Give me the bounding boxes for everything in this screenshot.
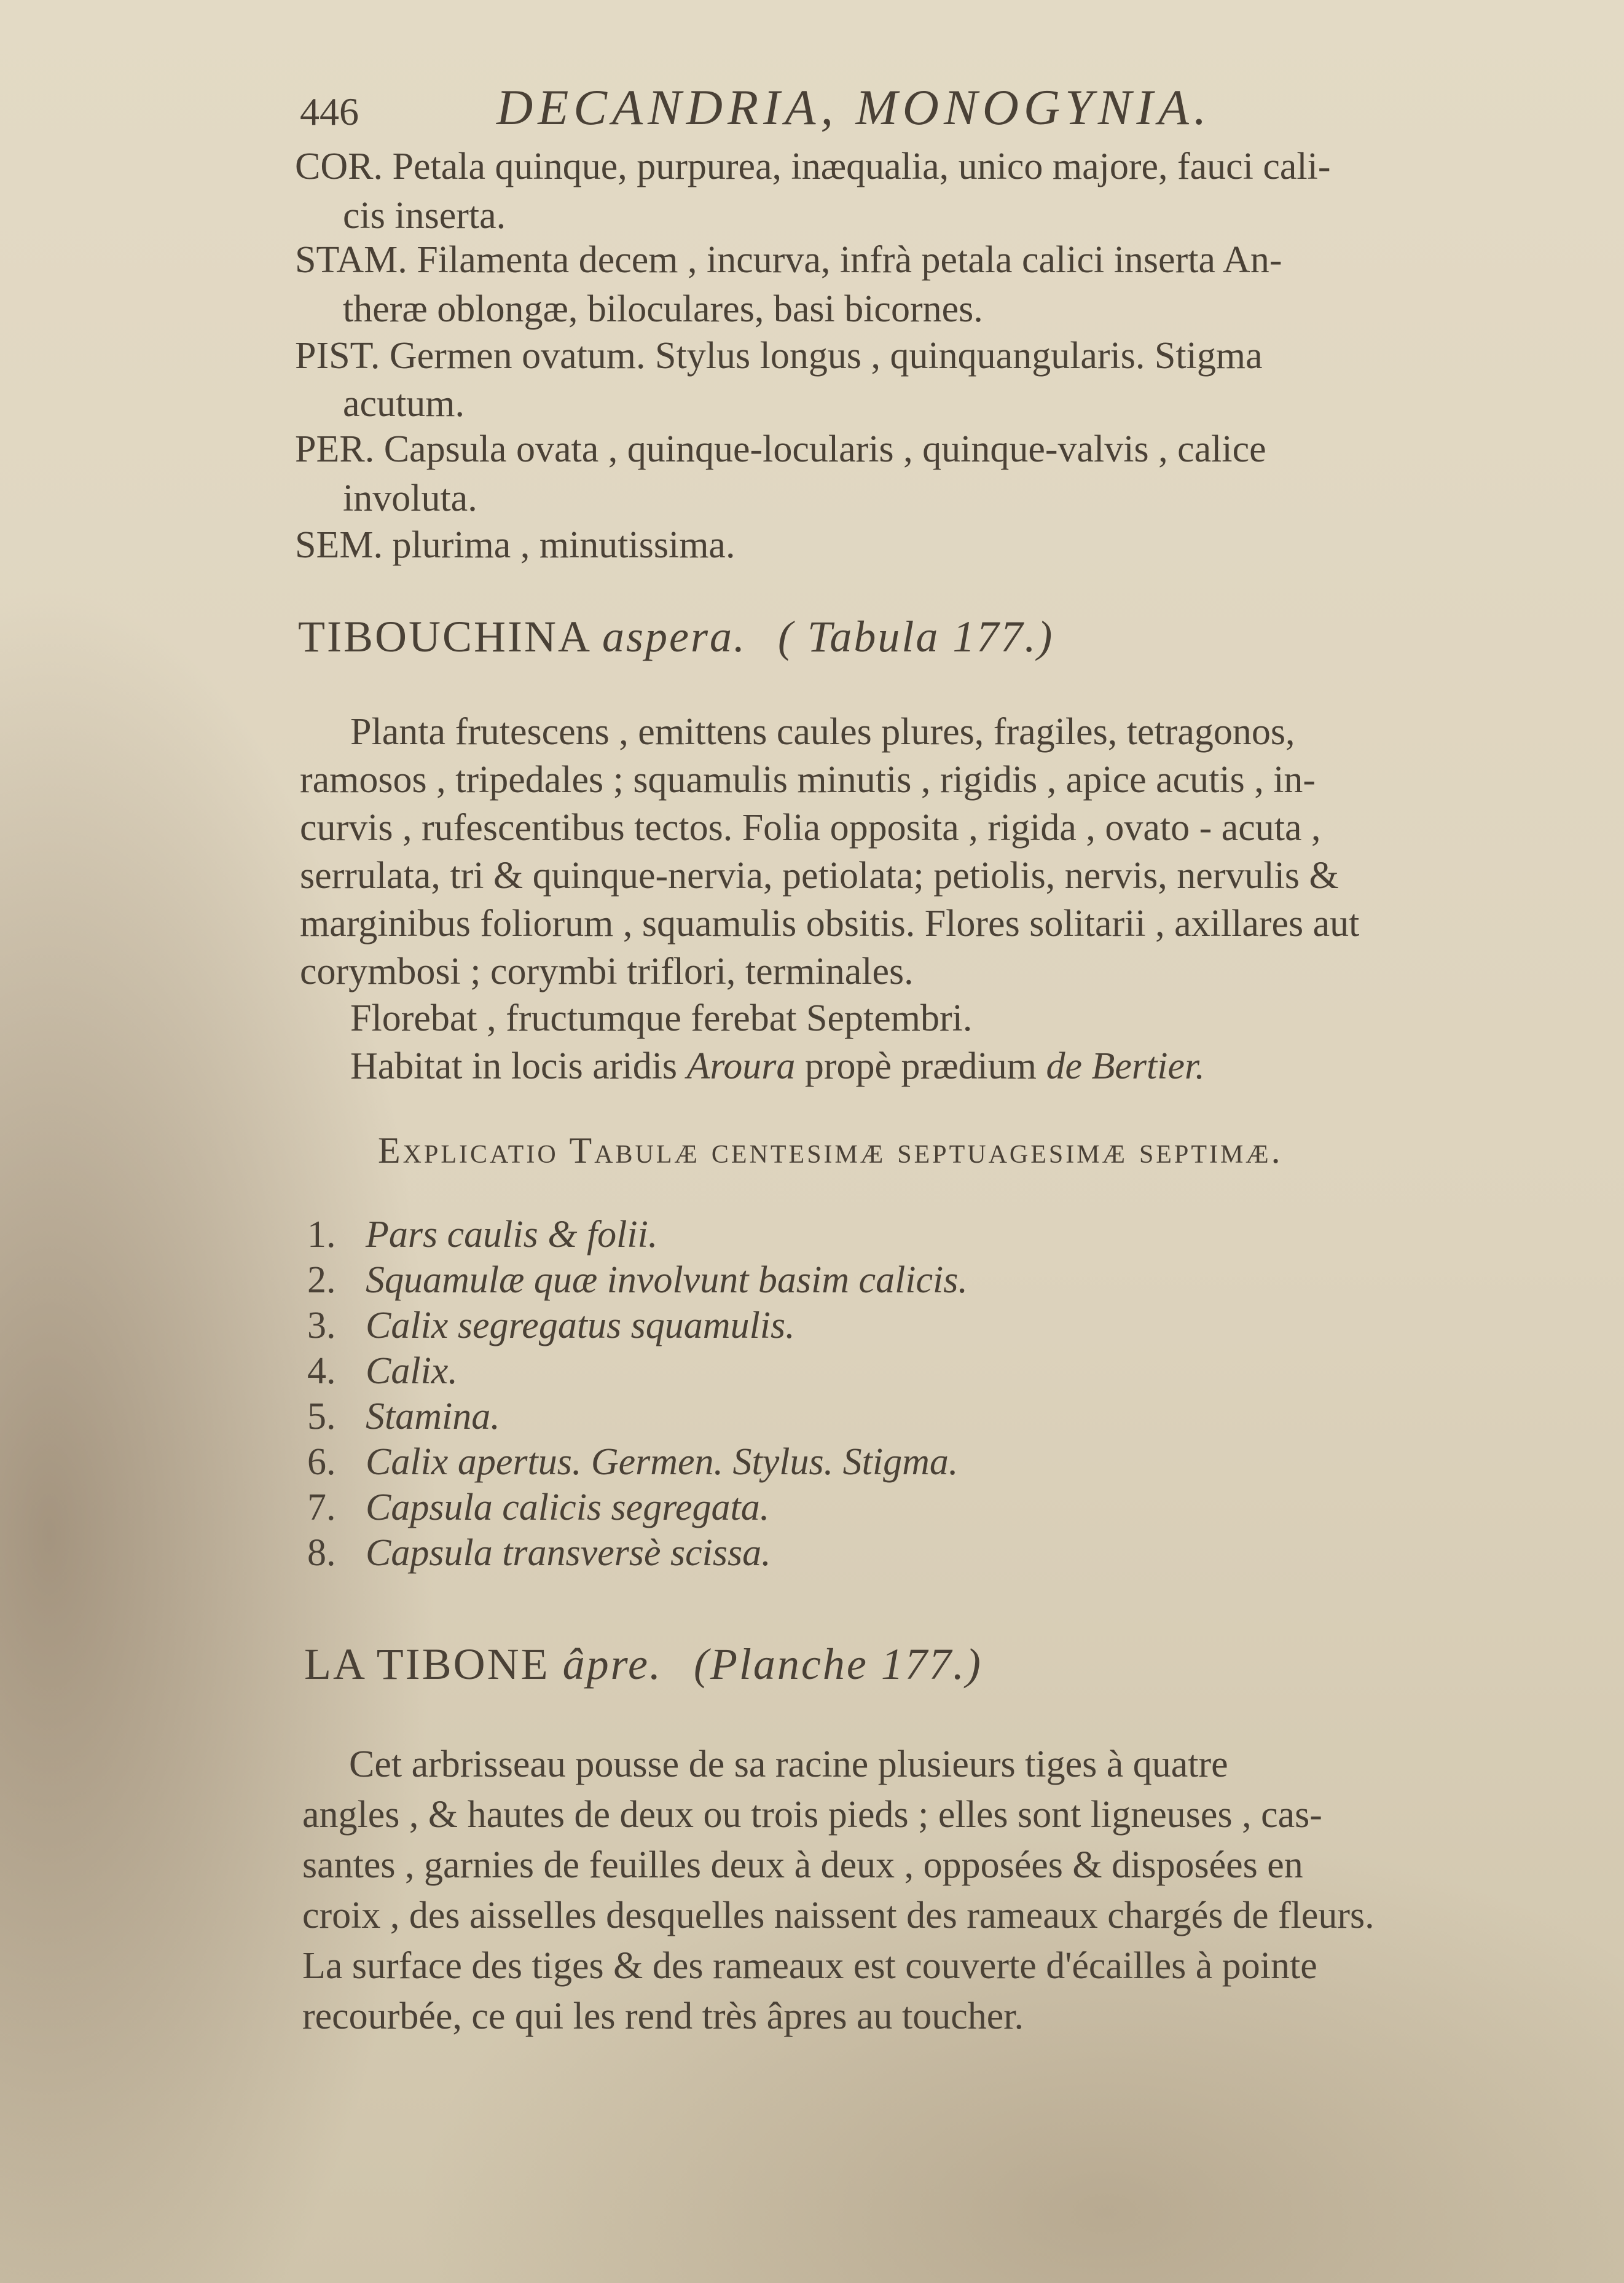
character-pist-line-2: acutum. — [343, 383, 465, 425]
explicatio-item-text: Capsula transversè scissa. — [366, 1532, 771, 1574]
explicatio-item — [307, 1534, 771, 1572]
french-description-line-2: angles , & hautes de deux ou trois pieds ; elles sont ligneuses , cas- — [302, 1794, 1322, 1836]
french-plate-reference: (Planche 177.) — [693, 1640, 983, 1689]
explicatio-title: Explicatio Tabulæ centesimæ septuagesimæ septimæ. — [378, 1130, 1283, 1171]
latin-description-line-1: Planta frutescens , emittens caules plures, fragiles, tetragonos, — [350, 711, 1295, 753]
explicatio-item-number: 8. — [307, 1532, 336, 1574]
french-description-line-6: recourbée, ce qui les rend très âpres au toucher. — [302, 1995, 1024, 2037]
french-species-heading — [304, 1640, 983, 1689]
explicatio-item — [307, 1443, 958, 1481]
explicatio-item-number: 6. — [307, 1441, 336, 1483]
explicatio-item-text: Stamina. — [366, 1396, 500, 1437]
latin-habitat — [350, 1047, 1205, 1085]
explicatio-item-text: Calix segregatus squamulis. — [366, 1305, 795, 1346]
character-per-line-2: involuta. — [343, 477, 477, 519]
explicatio-item — [307, 1352, 458, 1390]
latin-flowering: Florebat , fructumque ferebat Septembri. — [350, 997, 973, 1039]
latin-genus-name: TIBOUCHINA — [298, 612, 589, 661]
page-number: 446 — [300, 90, 359, 133]
french-epithet: âpre. — [562, 1640, 662, 1689]
explicatio-item-number: 2. — [307, 1259, 336, 1301]
explicatio-item-number: 7. — [307, 1487, 336, 1528]
character-cor-line-1: COR. Petala quinque, purpurea, inæqualia, unico majore, fauci cali- — [295, 146, 1331, 187]
explicatio-item-number: 1. — [307, 1214, 336, 1255]
explicatio-item — [307, 1488, 769, 1527]
latin-description-line-3: curvis , rufescentibus tectos. Folia opposita , rigida , ovato - acuta , — [300, 807, 1321, 849]
french-description-line-1: Cet arbrisseau pousse de sa racine plusieurs tiges à quatre — [349, 1743, 1228, 1785]
latin-description-line-4: serrulata, tri & quinque-nervia, petiolata; petiolis, nervis, nervulis & — [300, 855, 1339, 897]
character-per-line-1: PER. Capsula ovata , quinque-locularis , quinque-valvis , calice — [295, 428, 1266, 470]
explicatio-item — [307, 1397, 500, 1436]
latin-description-line-2: ramosos , tripedales ; squamulis minutis , rigidis , apice acutis , in- — [300, 759, 1316, 801]
explicatio-item — [307, 1261, 968, 1299]
explicatio-item-number: 5. — [307, 1396, 336, 1437]
explicatio-item-text: Pars caulis & folii. — [366, 1214, 658, 1255]
explicatio-item-text: Calix apertus. Germen. Stylus. Stigma. — [366, 1441, 959, 1483]
character-pist-line-1: PIST. Germen ovatum. Stylus longus , quinquangularis. Stigma — [295, 335, 1263, 377]
latin-description-line-6: corymbosi ; corymbi triflori, terminales. — [300, 951, 914, 992]
french-description-line-5: La surface des tiges & des rameaux est couverte d'écailles à pointe — [302, 1945, 1317, 1987]
explicatio-item-text: Squamulæ quæ involvunt basim calicis. — [366, 1259, 968, 1301]
habitat-middle: propè prædium — [804, 1045, 1037, 1087]
french-description-line-3: santes , garnies de feuilles deux à deux , opposées & disposées en — [302, 1844, 1303, 1886]
habitat-estate: de Bertier. — [1046, 1045, 1205, 1087]
french-name: LA TIBONE — [304, 1640, 550, 1689]
latin-description-line-5: marginibus foliorum , squamulis obsitis. Flores solitarii , axillares aut — [300, 903, 1360, 945]
latin-species-heading — [298, 612, 1054, 661]
character-cor-line-2: cis inserta. — [343, 195, 506, 237]
character-stam-line-2: theræ oblongæ, biloculares, basi bicornes. — [343, 288, 983, 330]
latin-epithet: aspera. — [602, 612, 747, 661]
running-title: DECANDRIA, MONOGYNIA. — [496, 79, 1212, 135]
latin-plate-reference: ( Tabula 177.) — [778, 612, 1054, 661]
explicatio-item — [307, 1216, 657, 1254]
explicatio-item — [307, 1307, 795, 1345]
explicatio-item-text: Capsula calicis segregata. — [366, 1487, 770, 1528]
explicatio-item-number: 3. — [307, 1305, 336, 1346]
habitat-place: Aroura — [686, 1045, 796, 1087]
french-description-line-4: croix , des aisselles desquelles naissent des rameaux chargés de fleurs. — [302, 1895, 1375, 1936]
character-stam-line-1: STAM. Filamenta decem , incurva, infrà petala calici inserta An- — [295, 239, 1282, 281]
explicatio-item-number: 4. — [307, 1350, 336, 1392]
habitat-prefix: Habitat in locis aridis — [350, 1045, 678, 1087]
character-sem-line-1: SEM. plurima , minutissima. — [295, 524, 736, 566]
explicatio-item-text: Calix. — [366, 1350, 458, 1392]
